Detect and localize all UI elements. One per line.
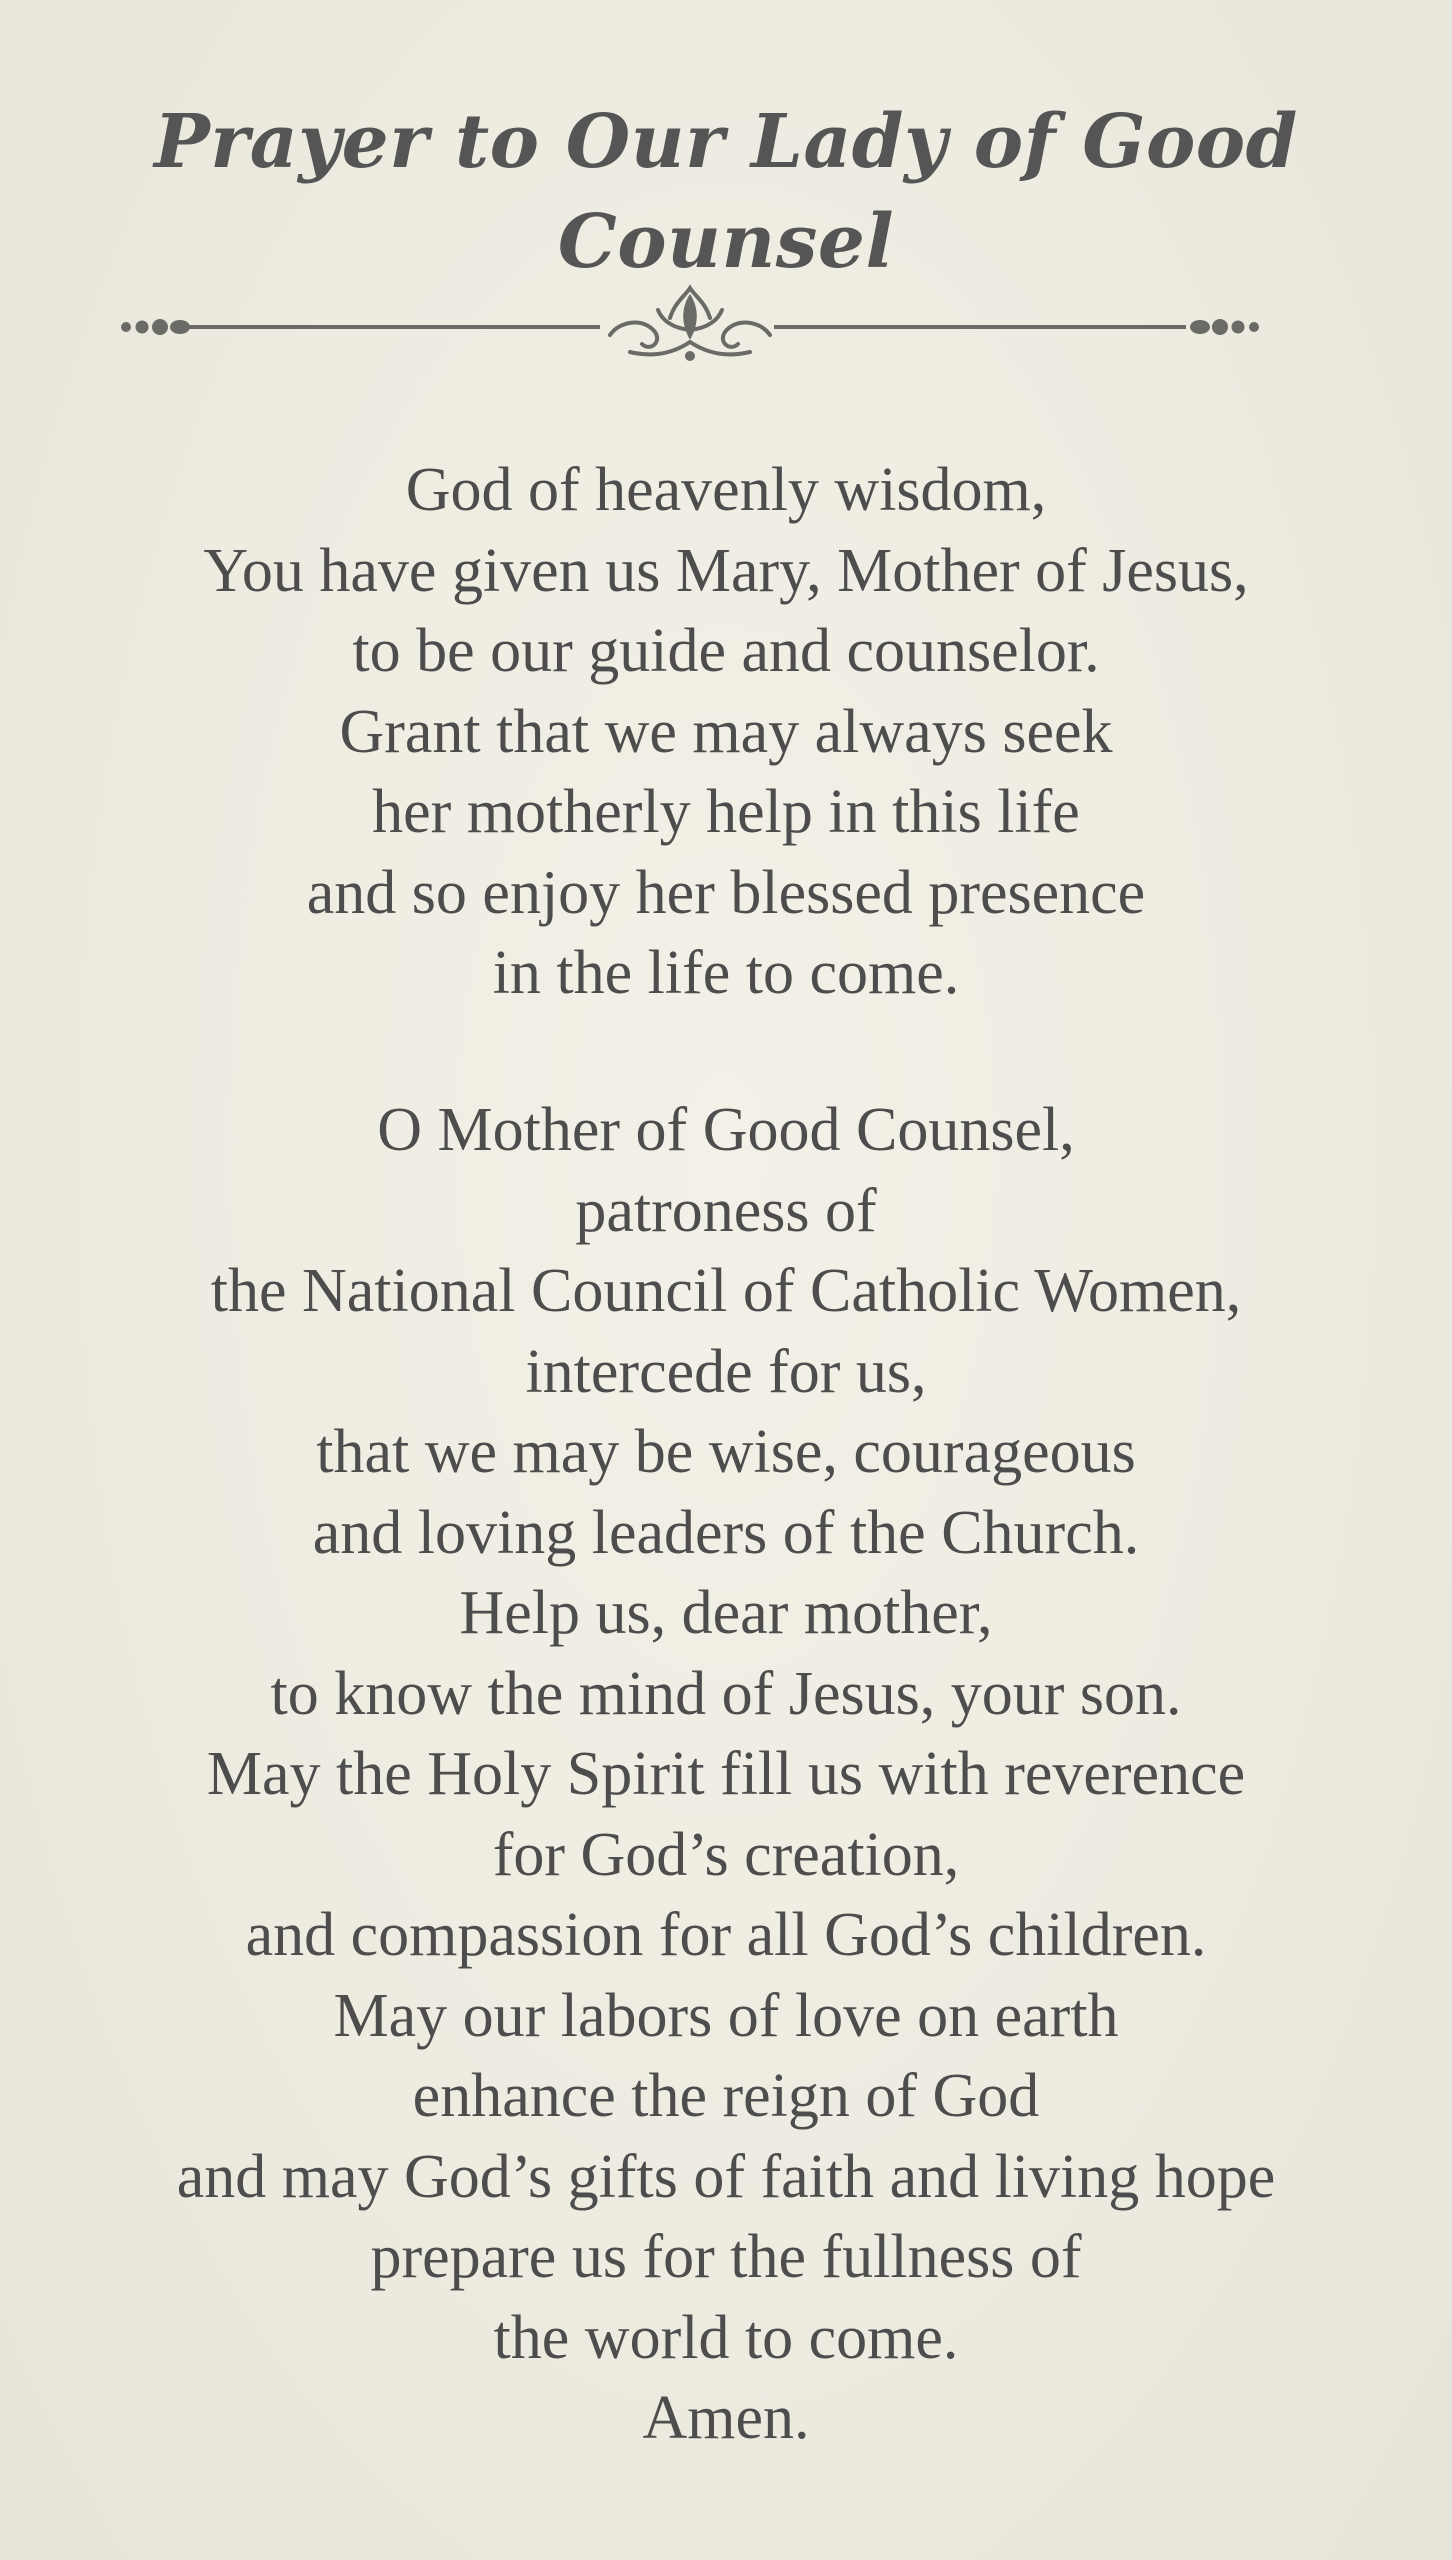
prayer-line: Amen. xyxy=(642,2384,810,2452)
prayer-line: that we may be wise, courageous xyxy=(316,1418,1136,1486)
prayer-line: and compassion for all God’s children. xyxy=(245,1901,1207,1969)
prayer-line: her motherly help in this life xyxy=(372,778,1080,846)
prayer-line: and so enjoy her blessed presence xyxy=(306,858,1146,927)
prayer-line: God of heavenly wisdom, xyxy=(405,456,1047,524)
prayer-line: and loving leaders of the Church. xyxy=(312,1498,1140,1567)
prayer-line: enhance the reign of God xyxy=(412,2062,1040,2130)
prayer-line: prepare us for the fullness of xyxy=(370,2223,1082,2291)
prayer-line: in the life to come. xyxy=(492,939,960,1007)
fleuron-divider-icon xyxy=(110,280,1290,370)
prayer-line: to know the mind of Jesus, your son. xyxy=(270,1659,1182,1728)
prayer-line: and may God’s gifts of faith and living hope xyxy=(176,2142,1276,2211)
prayer-line: patroness of xyxy=(575,1176,877,1245)
prayer-line: intercede for us, xyxy=(525,1337,927,1406)
prayer-stanza-2 xyxy=(0,1090,1452,2459)
prayer-line: the National Council of Catholic Women, xyxy=(210,1257,1242,1325)
prayer-line: May our labors of love on earth xyxy=(333,1981,1119,2050)
prayer-line: to be our guide and counselor. xyxy=(352,617,1100,685)
prayer-line: You have given us Mary, Mother of Jesus, xyxy=(203,536,1249,605)
prayer-title: Prayer to Our Lady of Good Counsel xyxy=(154,99,1298,285)
prayer-line: the world to come. xyxy=(493,2303,959,2372)
prayer-line: May the Holy Spirit fill us with reverence xyxy=(206,1740,1246,1808)
prayer-stanza-1 xyxy=(0,450,1452,1014)
prayer-line: Help us, dear mother, xyxy=(459,1579,993,1647)
prayer-line: O Mother of Good Counsel, xyxy=(377,1096,1075,1164)
prayer-line: Grant that we may always seek xyxy=(339,697,1113,766)
prayer-line: for God’s creation, xyxy=(492,1820,960,1889)
